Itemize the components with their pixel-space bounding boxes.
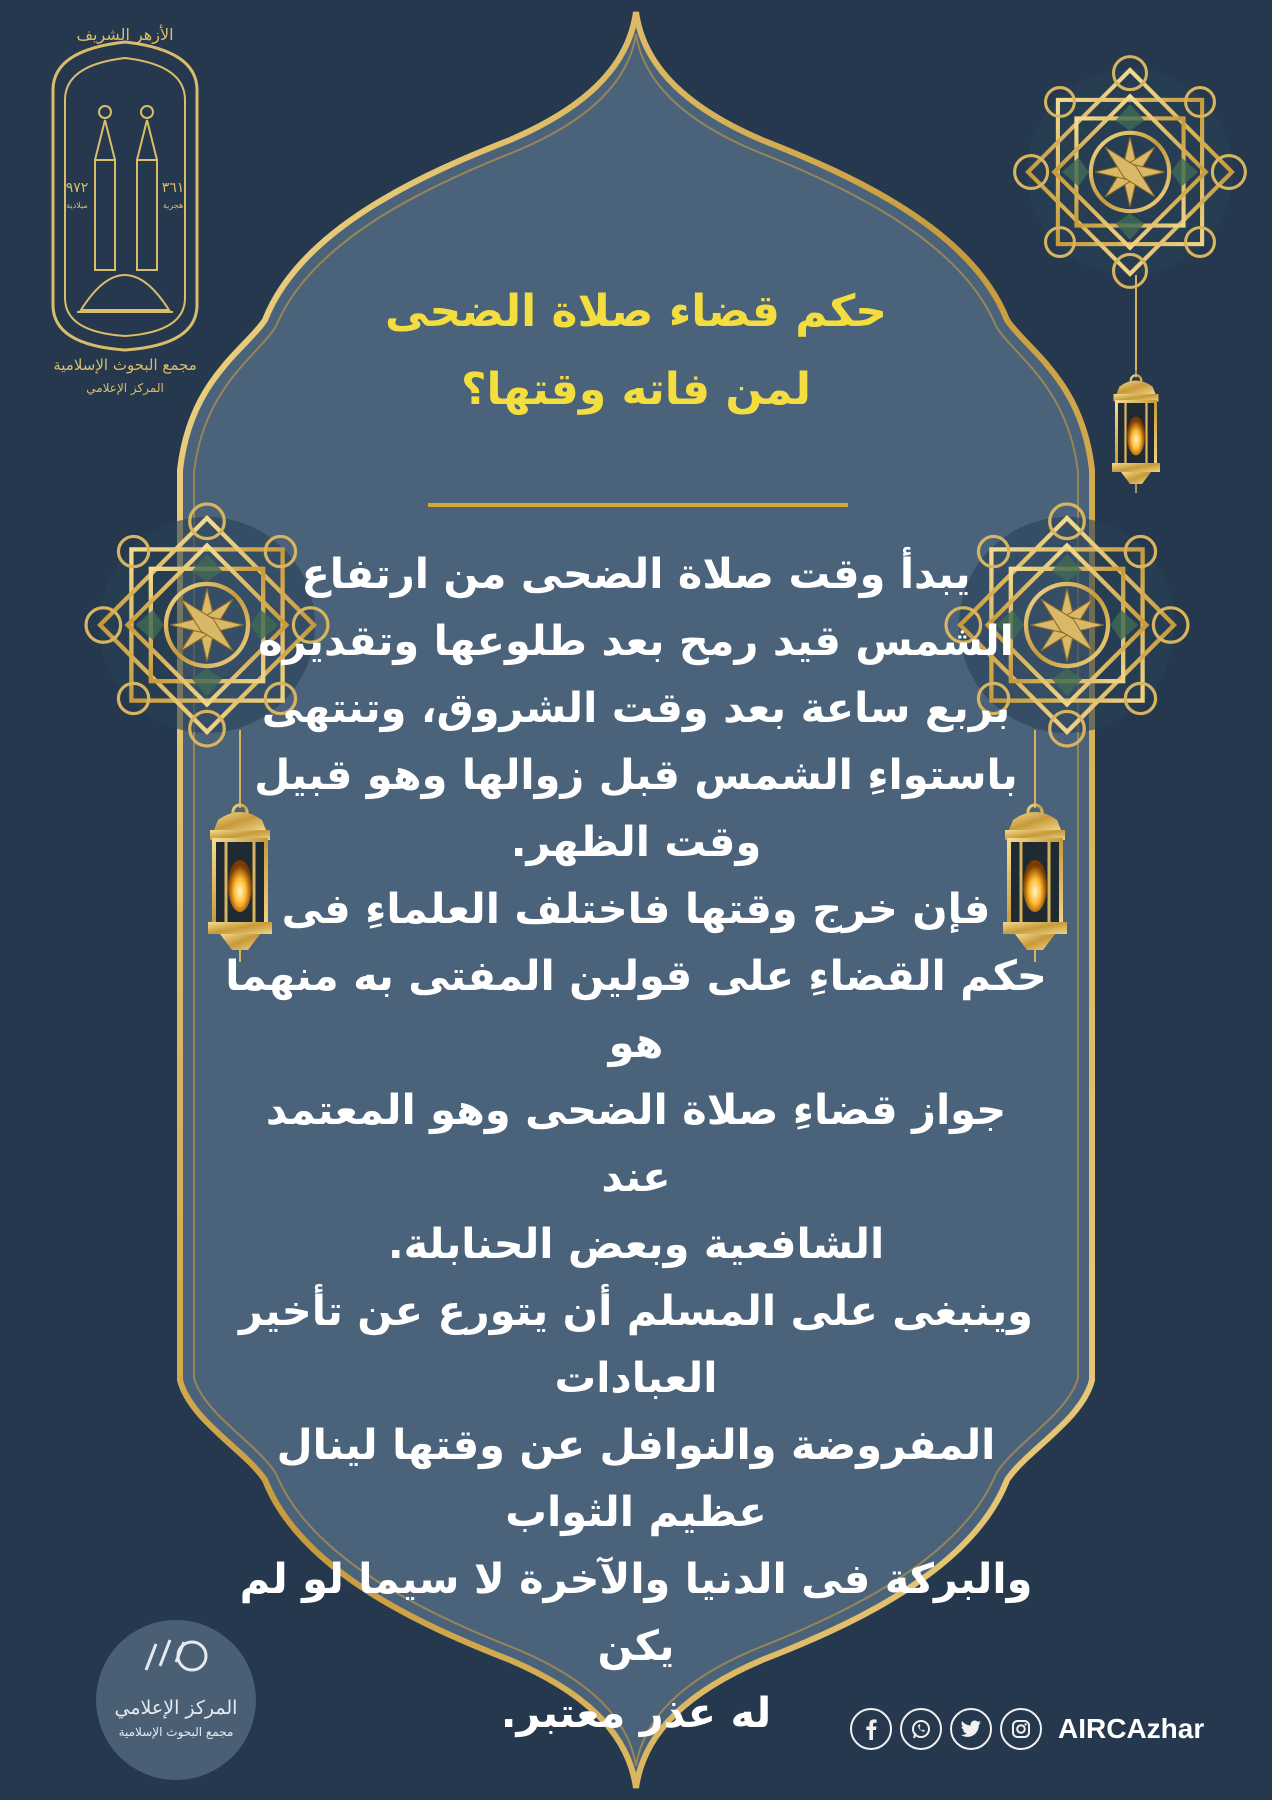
lantern-top-right-icon [1112, 355, 1160, 493]
title-line-2: لمن فاته وقتها؟ [460, 364, 811, 415]
logo-year-right: ٣٦١ [161, 180, 185, 196]
body-line: وقت الظهر. [510, 817, 762, 866]
whatsapp-icon[interactable] [900, 1708, 942, 1750]
medallion-top-right-ornament [1015, 57, 1246, 288]
al-azhar-logo [53, 24, 197, 396]
instagram-icon[interactable] [1000, 1708, 1042, 1750]
body-text [225, 540, 1047, 1746]
body-line: الشافعية وبعض الحنابلة. [387, 1219, 885, 1268]
logo-year-right-label: هجرية [162, 201, 184, 210]
media-logo-line2: مجمع البحوث الإسلامية [118, 1725, 234, 1739]
logo-year-left-label: ميلادية [66, 201, 88, 210]
body-line: له عذر معتبر. [500, 1688, 772, 1737]
body-line: حكم القضاءِ على قولين المفتى به منهما هو [225, 951, 1047, 1067]
title-line-1: حكم قضاء صلاة الضحى [384, 286, 888, 337]
body-line: باستواءِ الشمس قبل زوالها وهو قبيل [254, 750, 1018, 799]
body-line: والبركة فى الدنيا والآخرة لا سيما لو لم يكن [239, 1554, 1033, 1670]
body-line: الشمس قيد رمح بعد طلوعها وتقديره [258, 616, 1014, 665]
body-line: فإن خرج وقتها فاختلف العلماءِ فى [281, 884, 991, 933]
facebook-icon[interactable] [850, 1708, 892, 1750]
logo-year-left: ٩٧٢ [65, 180, 89, 196]
media-logo-line1: المركز الإعلامي [114, 1697, 238, 1719]
body-line: جواز قضاءِ صلاة الضحى وهو المعتمد عند [265, 1085, 1007, 1201]
body-line: المفروضة والنوافل عن وقتها لينال عظيم الثواب [276, 1420, 996, 1536]
twitter-icon[interactable] [950, 1708, 992, 1750]
logo-arc-text: الأزهر الشريف [76, 25, 174, 44]
social-bar [850, 1708, 1204, 1750]
body-line: يبدأ وقت صلاة الضحى من ارتفاع [301, 549, 971, 598]
logo-caption: المركز الإعلامي [86, 381, 164, 395]
body-line: وينبغى على المسلم أن يتورع عن تأخير العبادات [239, 1286, 1033, 1402]
body-line: بربع ساعة بعد وقت الشروق، وتنتهى [261, 683, 1011, 732]
social-handle[interactable]: AIRCAzhar [1058, 1713, 1205, 1744]
logo-bottom-arc-text: مجمع البحوث الإسلامية [53, 356, 197, 374]
